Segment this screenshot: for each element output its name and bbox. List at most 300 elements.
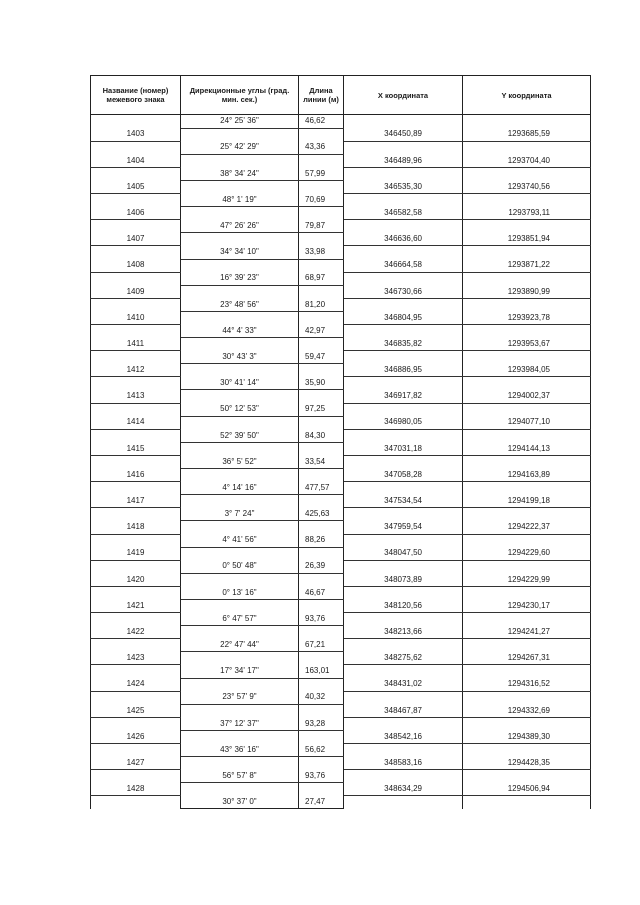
marker-name-cell [91, 455, 181, 468]
line-length-cell [299, 495, 344, 508]
x-coordinate-cell: 346917,82 [344, 390, 463, 403]
point-row [91, 416, 591, 429]
marker-name-cell: 1413 [91, 390, 181, 403]
segment-row [91, 482, 591, 495]
x-coordinate-cell: 348467,87 [344, 704, 463, 717]
marker-name-cell [91, 534, 181, 547]
marker-name-cell [91, 246, 181, 259]
line-length-cell: 68,97 [299, 272, 344, 285]
direction-angle-cell [181, 521, 299, 534]
marker-name-cell [91, 167, 181, 180]
direction-angle-cell [181, 783, 299, 796]
direction-angle-cell: 0° 13' 16" [181, 586, 299, 599]
segment-row [91, 560, 591, 573]
point-row [91, 599, 591, 612]
line-length-cell [299, 547, 344, 560]
direction-angle-cell: 17° 34' 17" [181, 665, 299, 678]
direction-angle-cell: 0° 50' 48" [181, 560, 299, 573]
point-row [91, 207, 591, 220]
line-length-cell: 40,32 [299, 691, 344, 704]
x-coordinate-cell [344, 613, 463, 626]
marker-name-cell: 1406 [91, 207, 181, 220]
direction-angle-cell [181, 469, 299, 482]
marker-name-cell [91, 220, 181, 233]
direction-angle-cell: 30° 37' 0" [181, 796, 299, 809]
x-coordinate-cell: 348431,02 [344, 678, 463, 691]
x-coordinate-cell: 346582,58 [344, 207, 463, 220]
direction-angle-cell [181, 390, 299, 403]
segment-row [91, 351, 591, 364]
direction-angle-cell [181, 285, 299, 298]
line-length-cell [299, 678, 344, 691]
point-row [91, 311, 591, 324]
segment-row [91, 377, 591, 390]
segment-row [91, 508, 591, 521]
direction-angle-cell: 23° 48' 56" [181, 298, 299, 311]
segment-row [91, 770, 591, 783]
line-length-cell: 84,30 [299, 429, 344, 442]
point-row [91, 521, 591, 534]
segment-row [91, 455, 591, 468]
line-length-cell: 93,28 [299, 717, 344, 730]
line-length-cell [299, 599, 344, 612]
direction-angle-cell: 4° 14' 16" [181, 482, 299, 495]
x-coordinate-cell [344, 194, 463, 207]
y-coordinate-cell: 1294267,31 [463, 652, 591, 665]
direction-angle-cell: 44° 4' 33" [181, 325, 299, 338]
x-coordinate-cell: 347534,54 [344, 495, 463, 508]
x-coordinate-cell [344, 246, 463, 259]
marker-name-cell [91, 482, 181, 495]
segment-row [91, 403, 591, 416]
y-coordinate-cell: 1294316,52 [463, 678, 591, 691]
x-coordinate-cell: 348275,62 [344, 652, 463, 665]
point-row [91, 154, 591, 167]
x-coordinate-cell [344, 534, 463, 547]
segment-row [91, 691, 591, 704]
x-coordinate-cell: 346804,95 [344, 311, 463, 324]
direction-angle-cell [181, 495, 299, 508]
point-row [91, 180, 591, 193]
line-length-cell: 93,76 [299, 613, 344, 626]
y-coordinate-cell [463, 403, 591, 416]
line-length-cell: 88,26 [299, 534, 344, 547]
y-coordinate-cell [463, 298, 591, 311]
marker-name-cell: 1416 [91, 469, 181, 482]
line-length-cell: 33,54 [299, 455, 344, 468]
marker-name-cell [91, 586, 181, 599]
line-length-cell: 477,57 [299, 482, 344, 495]
y-coordinate-cell: 1294241,27 [463, 626, 591, 639]
direction-angle-cell: 22° 47' 44" [181, 639, 299, 652]
line-length-cell: 425,63 [299, 508, 344, 521]
line-length-cell: 46,62 [299, 115, 344, 129]
y-coordinate-cell [463, 691, 591, 704]
x-coordinate-cell [344, 744, 463, 757]
point-row [91, 573, 591, 586]
line-length-cell: 79,87 [299, 220, 344, 233]
direction-angle-cell [181, 259, 299, 272]
y-coordinate-cell [463, 272, 591, 285]
y-coordinate-cell: 1294332,69 [463, 704, 591, 717]
direction-angle-cell: 25° 42' 29" [181, 141, 299, 154]
line-length-cell [299, 442, 344, 455]
x-coordinate-cell: 348542,16 [344, 730, 463, 743]
line-length-cell [299, 652, 344, 665]
y-coordinate-cell: 1294230,17 [463, 599, 591, 612]
x-coordinate-cell: 346980,05 [344, 416, 463, 429]
x-coordinate-cell: 348047,50 [344, 547, 463, 560]
direction-angle-cell [181, 233, 299, 246]
x-coordinate-cell [344, 377, 463, 390]
y-coordinate-cell [463, 246, 591, 259]
marker-name-cell [91, 429, 181, 442]
y-coordinate-cell: 1294002,37 [463, 390, 591, 403]
x-coordinate-cell: 348634,29 [344, 783, 463, 796]
x-coordinate-cell: 346450,89 [344, 128, 463, 141]
segment-row [91, 744, 591, 757]
y-coordinate-cell: 1294506,94 [463, 783, 591, 796]
boundary-coordinates-table [90, 75, 591, 809]
y-coordinate-cell [463, 534, 591, 547]
y-coordinate-cell [463, 167, 591, 180]
y-coordinate-cell: 1293923,78 [463, 311, 591, 324]
x-coordinate-cell: 346730,66 [344, 285, 463, 298]
direction-angle-cell: 30° 43' 3" [181, 351, 299, 364]
segment-row [91, 665, 591, 678]
y-coordinate-cell [463, 744, 591, 757]
point-row [91, 730, 591, 743]
x-coordinate-cell [344, 639, 463, 652]
direction-angle-cell [181, 364, 299, 377]
y-coordinate-cell [463, 141, 591, 154]
x-coordinate-cell [344, 482, 463, 495]
marker-name-cell [91, 560, 181, 573]
point-row [91, 757, 591, 770]
line-length-cell: 57,99 [299, 167, 344, 180]
marker-name-cell [91, 613, 181, 626]
direction-angle-cell [181, 757, 299, 770]
line-length-cell [299, 233, 344, 246]
table-header-row [91, 76, 591, 115]
direction-angle-cell [181, 547, 299, 560]
marker-name-cell: 1409 [91, 285, 181, 298]
y-coordinate-cell [463, 508, 591, 521]
marker-name-cell: 1412 [91, 364, 181, 377]
direction-angle-cell: 47° 26' 26" [181, 220, 299, 233]
line-length-cell [299, 285, 344, 298]
x-coordinate-cell [344, 717, 463, 730]
y-coordinate-cell: 1294389,30 [463, 730, 591, 743]
x-coordinate-cell [344, 141, 463, 154]
marker-name-cell [91, 770, 181, 783]
marker-name-cell [91, 717, 181, 730]
marker-name-cell: 1407 [91, 233, 181, 246]
x-coordinate-cell [344, 429, 463, 442]
x-coordinate-cell [344, 508, 463, 521]
line-length-cell [299, 469, 344, 482]
line-length-cell [299, 730, 344, 743]
marker-name-cell [91, 691, 181, 704]
direction-angle-cell: 36° 5' 52" [181, 455, 299, 468]
x-coordinate-cell [344, 403, 463, 416]
marker-name-cell [91, 351, 181, 364]
segment-row [91, 717, 591, 730]
line-length-cell: 43,36 [299, 141, 344, 154]
direction-angle-cell: 56° 57' 8" [181, 770, 299, 783]
y-coordinate-cell [463, 770, 591, 783]
marker-name-cell: 1426 [91, 730, 181, 743]
y-coordinate-cell [463, 639, 591, 652]
point-row [91, 678, 591, 691]
segment-row [91, 796, 591, 809]
direction-angle-cell: 24° 25' 36" [181, 115, 299, 129]
direction-angle-cell [181, 416, 299, 429]
direction-angle-cell: 37° 12' 37" [181, 717, 299, 730]
point-row [91, 285, 591, 298]
header-x-coordinate: Х координата [344, 76, 463, 115]
y-coordinate-cell: 1293890,99 [463, 285, 591, 298]
marker-name-cell [91, 272, 181, 285]
marker-name-cell: 1421 [91, 599, 181, 612]
y-coordinate-cell [463, 325, 591, 338]
header-direction-angles: Дирекционные углы (град. мин. сек.) [181, 76, 299, 115]
direction-angle-cell [181, 626, 299, 639]
marker-name-cell: 1423 [91, 652, 181, 665]
x-coordinate-cell [344, 115, 463, 129]
line-length-cell: 35,90 [299, 377, 344, 390]
x-coordinate-cell: 346636,60 [344, 233, 463, 246]
x-coordinate-cell [344, 455, 463, 468]
marker-name-cell [91, 325, 181, 338]
x-coordinate-cell [344, 560, 463, 573]
x-coordinate-cell: 347959,54 [344, 521, 463, 534]
line-length-cell [299, 207, 344, 220]
y-coordinate-cell: 1294144,13 [463, 442, 591, 455]
line-length-cell [299, 180, 344, 193]
y-coordinate-cell: 1293685,59 [463, 128, 591, 141]
point-row [91, 338, 591, 351]
point-row [91, 390, 591, 403]
marker-name-cell [91, 744, 181, 757]
marker-name-cell [91, 508, 181, 521]
line-length-cell [299, 416, 344, 429]
marker-name-cell: 1428 [91, 783, 181, 796]
y-coordinate-cell [463, 194, 591, 207]
direction-angle-cell [181, 338, 299, 351]
line-length-cell: 42,97 [299, 325, 344, 338]
y-coordinate-cell: 1293953,67 [463, 338, 591, 351]
x-coordinate-cell [344, 325, 463, 338]
x-coordinate-cell: 346835,82 [344, 338, 463, 351]
line-length-cell [299, 573, 344, 586]
direction-angle-cell [181, 128, 299, 141]
marker-name-cell [91, 141, 181, 154]
direction-angle-cell [181, 311, 299, 324]
direction-angle-cell: 50° 12' 53" [181, 403, 299, 416]
direction-angle-cell: 38° 34' 24" [181, 167, 299, 180]
line-length-cell [299, 783, 344, 796]
line-length-cell: 97,25 [299, 403, 344, 416]
line-length-cell: 70,69 [299, 194, 344, 207]
line-length-cell: 67,21 [299, 639, 344, 652]
x-coordinate-cell: 346886,95 [344, 364, 463, 377]
line-length-cell [299, 154, 344, 167]
segment-row [91, 534, 591, 547]
y-coordinate-cell: 1293984,05 [463, 364, 591, 377]
marker-name-cell: 1424 [91, 678, 181, 691]
line-length-cell [299, 259, 344, 272]
x-coordinate-cell: 348583,16 [344, 757, 463, 770]
y-coordinate-cell: 1294428,35 [463, 757, 591, 770]
y-coordinate-cell [463, 665, 591, 678]
marker-name-cell [91, 639, 181, 652]
segment-row [91, 115, 591, 129]
y-coordinate-cell [463, 429, 591, 442]
marker-name-cell [91, 194, 181, 207]
y-coordinate-cell: 1294163,89 [463, 469, 591, 482]
marker-name-cell: 1408 [91, 259, 181, 272]
line-length-cell: 93,76 [299, 770, 344, 783]
segment-row [91, 194, 591, 207]
segment-row [91, 325, 591, 338]
y-coordinate-cell [463, 482, 591, 495]
marker-name-cell: 1422 [91, 626, 181, 639]
y-coordinate-cell: 1294199,18 [463, 495, 591, 508]
x-coordinate-cell [344, 691, 463, 704]
marker-name-cell: 1419 [91, 547, 181, 560]
segment-row [91, 586, 591, 599]
line-length-cell [299, 128, 344, 141]
direction-angle-cell [181, 704, 299, 717]
line-length-cell [299, 364, 344, 377]
point-row [91, 442, 591, 455]
point-row [91, 652, 591, 665]
marker-name-cell: 1411 [91, 338, 181, 351]
x-coordinate-cell: 346664,58 [344, 259, 463, 272]
header-line-length: Длина линии (м) [299, 76, 344, 115]
y-coordinate-cell: 1294222,37 [463, 521, 591, 534]
point-row [91, 626, 591, 639]
header-y-coordinate: Y координата [463, 76, 591, 115]
x-coordinate-cell [344, 351, 463, 364]
marker-name-cell: 1405 [91, 180, 181, 193]
direction-angle-cell [181, 442, 299, 455]
segment-row [91, 613, 591, 626]
segment-row [91, 141, 591, 154]
point-row [91, 547, 591, 560]
line-length-cell: 59,47 [299, 351, 344, 364]
marker-name-cell: 1418 [91, 521, 181, 534]
direction-angle-cell: 3° 7' 24" [181, 508, 299, 521]
direction-angle-cell [181, 599, 299, 612]
direction-angle-cell [181, 573, 299, 586]
marker-name-cell: 1427 [91, 757, 181, 770]
y-coordinate-cell [463, 560, 591, 573]
direction-angle-cell [181, 652, 299, 665]
y-coordinate-cell [463, 377, 591, 390]
point-row [91, 233, 591, 246]
marker-name-cell [91, 298, 181, 311]
y-coordinate-cell: 1293793,11 [463, 207, 591, 220]
x-coordinate-cell [344, 665, 463, 678]
direction-angle-cell: 4° 41' 56" [181, 534, 299, 547]
y-coordinate-cell: 1294229,99 [463, 573, 591, 586]
marker-name-cell: 1425 [91, 704, 181, 717]
y-coordinate-cell: 1293740,56 [463, 180, 591, 193]
direction-angle-cell: 52° 39' 50" [181, 429, 299, 442]
line-length-cell [299, 338, 344, 351]
marker-name-cell: 1414 [91, 416, 181, 429]
marker-name-cell [91, 403, 181, 416]
marker-name-cell: 1417 [91, 495, 181, 508]
x-coordinate-cell [344, 298, 463, 311]
marker-name-cell [91, 115, 181, 129]
y-coordinate-cell [463, 455, 591, 468]
point-row [91, 495, 591, 508]
line-length-cell [299, 704, 344, 717]
x-coordinate-cell: 347031,18 [344, 442, 463, 455]
table-body [91, 115, 591, 809]
y-coordinate-cell [463, 351, 591, 364]
direction-angle-cell: 34° 34' 10" [181, 246, 299, 259]
marker-name-cell [91, 377, 181, 390]
segment-row [91, 429, 591, 442]
segment-row [91, 246, 591, 259]
line-length-cell [299, 390, 344, 403]
line-length-cell: 27,47 [299, 796, 344, 809]
line-length-cell: 26,39 [299, 560, 344, 573]
y-coordinate-cell: 1294077,10 [463, 416, 591, 429]
point-row [91, 364, 591, 377]
direction-angle-cell: 6° 47' 57" [181, 613, 299, 626]
y-coordinate-cell [463, 717, 591, 730]
marker-name-cell: 1404 [91, 154, 181, 167]
segment-row [91, 298, 591, 311]
marker-name-cell: 1415 [91, 442, 181, 455]
marker-name-cell: 1410 [91, 311, 181, 324]
marker-name-cell: 1403 [91, 128, 181, 141]
point-row [91, 128, 591, 141]
marker-name-cell [91, 665, 181, 678]
point-row [91, 704, 591, 717]
y-coordinate-cell: 1293851,94 [463, 233, 591, 246]
y-coordinate-cell: 1294229,60 [463, 547, 591, 560]
line-length-cell: 33,98 [299, 246, 344, 259]
x-coordinate-cell: 346489,96 [344, 154, 463, 167]
segment-row [91, 220, 591, 233]
y-coordinate-cell [463, 115, 591, 129]
x-coordinate-cell: 347058,28 [344, 469, 463, 482]
line-length-cell [299, 311, 344, 324]
y-coordinate-cell: 1293871,22 [463, 259, 591, 272]
line-length-cell [299, 626, 344, 639]
direction-angle-cell [181, 730, 299, 743]
direction-angle-cell: 23° 57' 9" [181, 691, 299, 704]
y-coordinate-cell: 1293704,40 [463, 154, 591, 167]
x-coordinate-cell [344, 167, 463, 180]
x-coordinate-cell: 348120,56 [344, 599, 463, 612]
line-length-cell: 163,01 [299, 665, 344, 678]
segment-row [91, 167, 591, 180]
x-coordinate-cell [344, 796, 463, 809]
point-row [91, 469, 591, 482]
direction-angle-cell: 48° 1' 19" [181, 194, 299, 207]
point-row [91, 259, 591, 272]
header-marker-name: Название (номер) межевого знака [91, 76, 181, 115]
x-coordinate-cell [344, 220, 463, 233]
x-coordinate-cell: 348073,89 [344, 573, 463, 586]
